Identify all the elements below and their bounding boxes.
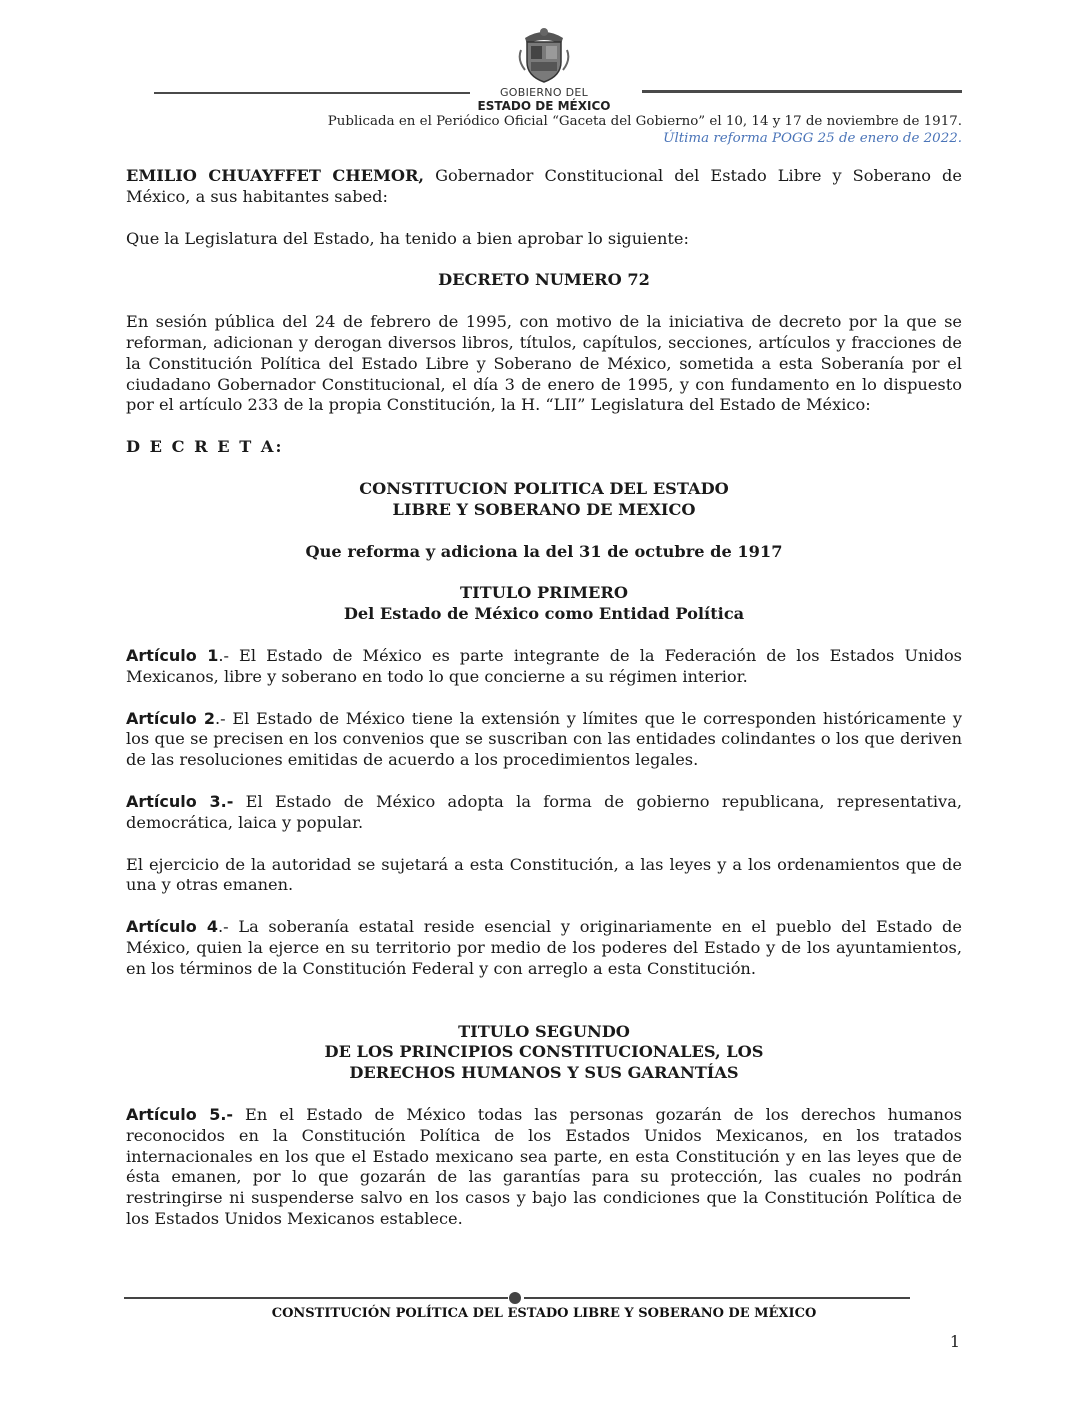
last-reform-note: Última reforma POGG 25 de enero de 2022.	[663, 131, 962, 146]
decree-title: DECRETO NUMERO 72	[438, 270, 650, 290]
page-header	[0, 0, 1088, 150]
government-logo-line2: ESTADO DE MÉXICO	[477, 99, 611, 113]
title-segundo	[126, 1022, 962, 1084]
document-body	[126, 166, 962, 1251]
header-rule-right	[642, 90, 962, 93]
article-4-text: .- La soberanía estatal reside esencial y originariamente en el pueblo del Estado de México, quien la ejerce en su territorio por medio de los poderes del Estado y de los ayuntamientos, en los términos de la Constitución Federal y con arreglo a esta Constitución.	[126, 917, 962, 978]
government-logo-line1: GOBIERNO DEL	[499, 86, 589, 99]
title-primero	[126, 583, 962, 625]
article-3	[126, 792, 962, 834]
constitution-title-line2: LIBRE Y SOBERANO DE MEXICO	[392, 499, 696, 519]
page-number: 1	[949, 1332, 960, 1351]
footer-dot-ornament	[509, 1292, 521, 1304]
title-segundo-subtitle-2: DERECHOS HUMANOS Y SUS GARANTÍAS	[349, 1063, 739, 1083]
article-4	[126, 917, 962, 979]
article-4-label: Artículo 4	[126, 917, 219, 937]
article-3-label: Artículo 3.-	[126, 791, 234, 811]
article-1-text: .- El Estado de México es parte integrante de la Federación de los Estados Unidos Mexicanos, libre y soberano en todo lo que concierne a su régimen interior.	[126, 645, 962, 686]
governor-name: EMILIO CHUAYFFET CHEMOR,	[126, 166, 425, 185]
article-3-paragraph-2: El ejercicio de la autoridad se sujetará a esta Constitución, a las leyes y a los ordenamientos que de una y otras emanen.	[126, 854, 962, 895]
constitution-title-line1: CONSTITUCION POLITICA DEL ESTADO	[359, 478, 729, 498]
title-segundo-subtitle-1: DE LOS PRINCIPIOS CONSTITUCIONALES, LOS	[324, 1042, 764, 1062]
title-primero-subtitle: Del Estado de México como Entidad Política	[343, 604, 745, 624]
decreta-heading: D E C R E T A:	[126, 437, 284, 457]
reform-subtitle: Que reforma y adiciona la del 31 de octubre de 1917	[305, 541, 783, 561]
intro-paragraph	[126, 166, 962, 208]
constitution-title	[126, 479, 962, 521]
footer-rule-right	[524, 1297, 910, 1299]
page-footer	[0, 1286, 1088, 1408]
footer-rule-left	[124, 1297, 508, 1299]
state-coat-of-arms-icon	[517, 24, 571, 84]
article-2-text: .- El Estado de México tiene la extensión y límites que le corresponden históricamente y los que se precisen en los convenios que se suscriban con las entidades colindantes o los que deriven de las resoluciones emitidas de acuerdo a los procedimientos legales.	[126, 708, 962, 770]
footer-title: CONSTITUCIÓN POLÍTICA DEL ESTADO LIBRE Y SOBERANO DE MÉXICO	[271, 1306, 817, 1321]
publication-note: Publicada en el Periódico Oficial “Gaceta del Gobierno” el 10, 14 y 17 de noviembre de 1917.	[327, 114, 962, 129]
article-2	[126, 709, 962, 771]
article-1	[126, 646, 962, 688]
title-segundo-heading: TITULO SEGUNDO	[458, 1021, 630, 1041]
article-2-label: Artículo 2	[126, 708, 216, 728]
article-3-text: El Estado de México adopta la forma de gobierno republicana, representativa, democrática, laica y popular.	[126, 791, 962, 832]
session-paragraph: En sesión pública del 24 de febrero de 1995, con motivo de la iniciativa de decreto por la que se reforman, adicionan y derogan diversos libros, títulos, capítulos, secciones, artículos y fracciones de la Constitución Política del Estado Libre y Soberano de México, sometida a esta Soberanía por el ciudadano Gobernador Constitucional, el día 3 de enero de 1995, y con fundamento en lo dispuesto por el artículo 233 de la propia Constitución, la H. “LII” Legislatura del Estado de México:	[126, 312, 962, 415]
article-5-text: En el Estado de México todas las personas gozarán de los derechos humanos reconocidos en la Constitución Política de los Estados Unidos Mexicanos, en los tratados internacionales en los que el Estado mexicano sea parte, en esta Constitución y en las leyes que de ésta emanen, por lo que gozarán de las garantías para su protección, las cuales no podrán restringirse ni suspenderse salvo en los casos y bajo las condiciones que la Constitución Política de los Estados Unidos Mexicanos establece.	[126, 1104, 962, 1228]
article-5	[126, 1105, 962, 1230]
article-1-label: Artículo 1	[126, 645, 219, 665]
title-primero-heading: TITULO PRIMERO	[460, 583, 628, 603]
intro-text: Gobernador Constitucional del Estado Libre y Soberano de México, a sus habitantes sabed:	[126, 166, 962, 206]
legislature-paragraph: Que la Legislatura del Estado, ha tenido a bien aprobar lo siguiente:	[126, 228, 689, 248]
header-rule-left	[154, 92, 470, 94]
article-5-label: Artículo 5.-	[126, 1104, 234, 1124]
